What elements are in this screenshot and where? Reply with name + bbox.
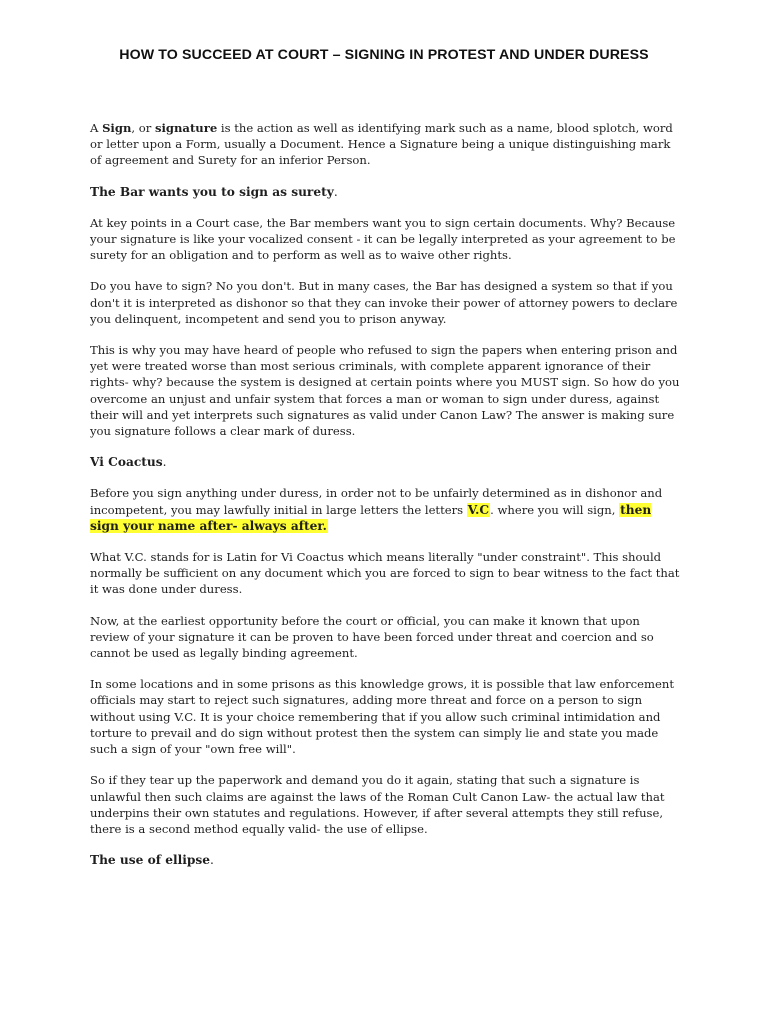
paragraph-earliest-opportunity: Now, at the earliest opportunity before the court or official, you can make it known that upon review of your signature it can be proven to have been forced under threat and coercion and so cannot be used as legally binding agreement. (90, 613, 654, 661)
document-title: HOW TO SUCCEED AT COURT – SIGNING IN PROTEST AND UNDER DURESS (119, 47, 649, 63)
paragraph-vc-meaning: What V.C. stands for is Latin for Vi Coactus which means literally "under constraint". This should normally be sufficient on any document which you are forced to sign to bear witness to the fact that it was done under duress. (90, 550, 680, 597)
section-heading-ellipse (90, 852, 682, 868)
highlight-vc: V.C (467, 502, 490, 517)
heading-text: The use of ellipse (90, 853, 211, 868)
heading-punctuation: . (162, 455, 167, 470)
paragraph-some-locations: In some locations and in some prisons as this knowledge grows, it is possible that law enforcement officials may start to reject such signatures, adding more threat and force on a person to sign without using V.C. It is your choice remembering that if you allow such criminal intimidation and torture to prevail and do sign without protest then the system can simply lie and state you made such a sign of your "own free will". (90, 677, 674, 757)
text-run: A (90, 121, 103, 135)
bold-term-signature: signature (154, 121, 218, 135)
paragraph-signature-definition (90, 120, 682, 169)
heading-text: Vi Coactus (90, 455, 163, 470)
text-run: Before you sign anything under duress, in order not to be unfairly determined as in dishonor and incompetent, you may lawfully initial in large letters the letters (90, 486, 663, 517)
text-run: . where you will sign, (490, 502, 620, 517)
paragraph-tear-up-paperwork: So if they tear up the paperwork and demand you do it again, stating that such a signature is unlawful then such claims are against the laws of the Roman Cult Canon Law- the actual law that underpins their own statutes and regulations. However, if after several attempts they still refuse, there is a second method equally valid- the use of ellipse. (90, 773, 665, 836)
text-run: , or (131, 121, 155, 135)
section-heading-bar-surety (90, 184, 682, 200)
heading-text: The Bar wants you to sign as surety (90, 184, 334, 199)
paragraph-key-points: At key points in a Court case, the Bar members want you to sign certain documents. Why? Because your signature is like your vocalized consent - it can be legally interpreted as your agreement to be surety for an obligation and to perform as well as to waive other rights. (90, 215, 676, 263)
highlight-sign-after: then sign your name after- always after. (90, 502, 652, 533)
section-heading-vi-coactus (90, 454, 682, 470)
heading-punctuation: . (333, 184, 338, 199)
document-body (90, 120, 682, 883)
paragraph-do-you-have-to-sign: Do you have to sign? No you don't. But in many cases, the Bar has designed a system so that if you don't it is interpreted as dishonor so that they can invoke their power of attorney powers to declare you delinquent, incompetent and send you to prison anyway. (90, 279, 678, 326)
bold-term-sign: Sign (102, 121, 132, 135)
paragraph-refused-to-sign: This is why you may have heard of people who refused to sign the papers when entering prison and yet were treated worse than most serious criminals, with complete apparent ignorance of their rights- why? because the system is designed at certain points where you MUST sign. So how do you overcome an unjust and unfair system that forces a man or woman to sign under duress, against their will and yet interprets such signatures as valid under Canon Law? The answer is making sure you signature follows a clear mark of duress. (90, 343, 680, 439)
paragraph-before-you-sign (90, 485, 682, 534)
text-run: is the action as well as identifying mark such as a name, blood splotch, word or letter upon a Form, usually a Document. Hence a Signature being a unique distinguishing mark of agreement and Surety for an inferior Person. (90, 121, 673, 168)
heading-punctuation: . (210, 853, 214, 868)
